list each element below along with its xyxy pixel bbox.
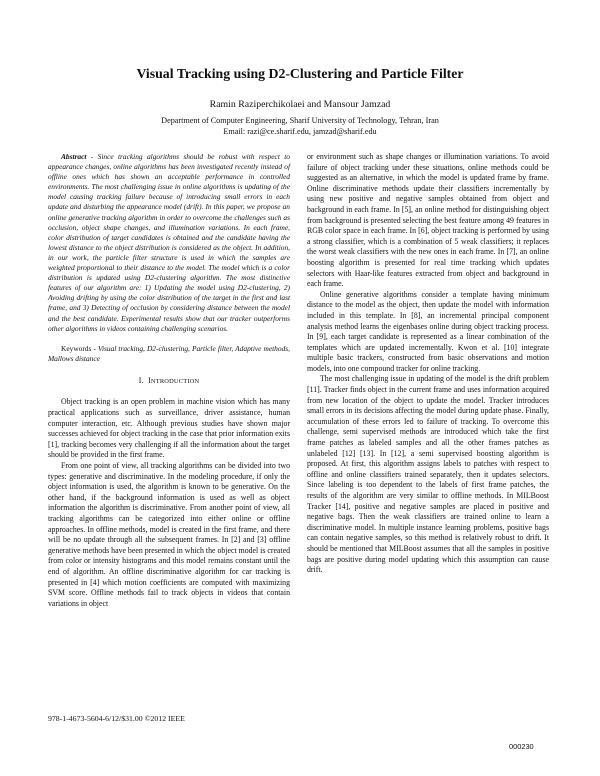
- left-column: [48, 152, 290, 609]
- footer-isbn: 978-1-4673-5604-6/12/$31.00 ©2012 IEEE: [48, 714, 185, 723]
- section-initial: I: [148, 375, 151, 385]
- page-number: 000230: [509, 742, 534, 751]
- abstract: [48, 152, 290, 334]
- email-line: Email: razi@ce.sharif.edu, jamzad@sharif.edu: [223, 127, 377, 136]
- abstract-label: Abstract: [61, 152, 87, 161]
- section-numeral: I.: [138, 375, 144, 385]
- paper-title: Visual Tracking using D2-Clustering and Particle Filter: [136, 66, 464, 81]
- body-paragraph: Online generative algorithms consider a template having minimum distance to the model as the object, then update the model with information included in this template. In [8], an incremental principal component analysis method learns the eigenbases online during object tracking process. In [9], each target candidate is represented as a linear combination of the templates which are updated incrementally. Kwon et al. [10] integrate multiple basic trackers, constructed from basic observations and motion models, into one compound tracker for online tracking.: [307, 289, 549, 373]
- section-heading-introduction: [48, 376, 290, 388]
- body-paragraph: Object tracking is an open problem in machine vision which has many practical applications such as surveillance, driver assistance, human computer interaction, etc. Although previous studies have shown major successes achieved for object tracking in the case that prior information exits [1], tracking becomes very challenging if all the information about the target should be provided in the first frame.: [48, 397, 290, 460]
- keywords-text: Visual tracking, D2-clustering, Particle filter, Adaptive methods, Mallows distance: [48, 343, 290, 363]
- abstract-text: - Since tracking algorithms should be robust with respect to appearance changes, online algorithms has been investigated recently instead of offline ones which has shown an acceptable performance in controlled environments. The most challenging issue in online algorithms is updating of the model causing tracking failure because of introducing small errors in each update and disturbing the appearance model (drift). In this paper, we propose an online generative tracking algorithm in order to overcome the challenges such as occlusion, object shape changes, and illumination variations. In each frame, color distribution of target candidates is obtained and the candidate having the lowest distance to the object distribution is considered as the object. In addition, in our work, the particle filter structure is used in which the samples are weighted proportional to their distance to the model. The model which is a color distribution is updated using D2-clustering algorithm. The most distinctive features of our algorithm are: 1) Updating the model using D2-clustering, 2) Avoiding drifting by using the color distribution of the target in the first and last frame, and 3) Detecting of occlusion by considering distance between the model and the best candidate. Experimental results show that our tracker outperforms other algorithms in videos containing challenging scenarios.: [48, 152, 290, 333]
- body-paragraph: From one point of view, all tracking algorithms can be divided into two types: generative and discriminative. In the modeling procedure, if only the object information is used, the algorithm is known to be generative. On the other hand, if the background information is used as well as object information the algorithm is discriminative. From another point of view, all tracking algorithms can be categorized into either online or offline approaches. In offline methods, model is created in the first frame, and there will be no update through all the subsequent frames. In [2] and [3] offline generative methods have been presented in which the object model is created from color or intensity histograms and this model remains constant until the end of algorithm. An offline discriminative algorithm for car tracking is presented in [4] which motion coefficients are computed with maximizing SVM score. Offline methods fail to track objects in videos that contain variations in object: [48, 461, 290, 608]
- body-paragraph: or environment such as shape changes or illumination variations. To avoid failure of object tracking under these situations, online methods could be suggested as an alternative, in which the model is updated frame by frame. Online discriminative methods update their classifiers incrementally by using new positive and negative samples obtained from object and background in each frame. In [5], an online method for distinguishing object from background is presented selecting the best feature among 49 features in RGB color space in each frame. In [6], object tracking is performed by using a strong classifier, which is a combination of 5 weak classifiers; it replaces the worst weak classifiers with the new ones in each frame. In [7], an online boosting algorithm is presented for real time tracking which updates selectors with Haar-like features extracted from object and background in each frame.: [307, 152, 549, 289]
- affiliation-block: [0, 115, 600, 137]
- author-names: Ramin Raziperchikolaei and Mansour Jamzad: [209, 99, 391, 110]
- affiliation-line: Department of Computer Engineering, Sharif University of Technology, Tehran, Iran: [161, 116, 439, 125]
- right-column: [307, 152, 549, 576]
- keywords: [48, 344, 290, 364]
- keywords-label: Keywords -: [61, 343, 98, 353]
- body-paragraph: The most challenging issue in updating of the model is the drift problem [11]. Tracker finds object in the current frame and uses information acquired from new location of the object to update the model. Tracker introduces small errors in its decisions affecting the model during update phase. Finally, accumulation of these errors led to failure of tracking. To overcome this challenge, semi supervised methods are introduced which take the first frame patches as labeled samples and all the other frames patches as unlabeled [12] [13]. In [12], a semi supervised boosting algorithm is proposed. At first, this algorithm assigns labels to patches with respect to offline and online classifiers trained separately, then it updates selectors. Since labeling is too dependent to the labels of first frame patches, the results of the algorithm are very similar to offline methods. In MILBoost Tracker [14], positive and negative samples are placed in positive and negative bags. Then the weak classifiers are trained online to learn a discriminative model. In multiple instance learning problems, positive bags can contain negative samples, so this method is relatively robust to drift. It should be mentioned that MILBoost assumes that all the samples in positive bags are positive during model updating which this assumption can cause drift.: [307, 374, 549, 575]
- section-title-rest: NTRODUCTION: [150, 377, 200, 385]
